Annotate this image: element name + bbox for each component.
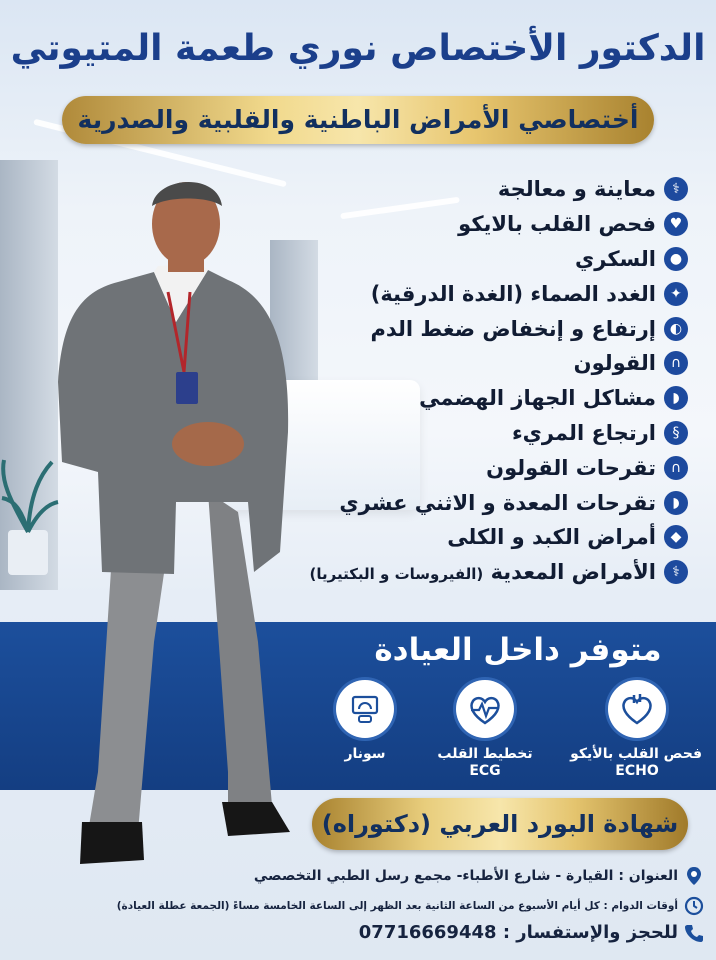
address-line <box>254 866 704 886</box>
feature-name: تخطيط القلب <box>437 746 533 762</box>
colon-icon: ∩ <box>664 456 688 480</box>
feature-label <box>320 746 410 763</box>
hours-text: أوقات الدوام : كل أيام الأسبوع من الساعة الثانية بعد الظهر إلى الساعة الخامسة مساءً (الجمعة عطلة العيادة) <box>116 900 678 912</box>
service-label: تقرحات المعدة و الاثني عشري <box>339 490 656 515</box>
service-item <box>288 381 688 416</box>
services-list <box>288 172 688 590</box>
service-item <box>288 311 688 346</box>
location-pin-icon <box>684 866 704 886</box>
stethoscope-icon: ⚕ <box>664 177 688 201</box>
service-item <box>288 346 688 381</box>
service-item <box>288 207 688 242</box>
service-item <box>288 520 688 555</box>
blood-pressure-icon: ◐ <box>664 317 688 341</box>
colon-icon: ∩ <box>664 351 688 375</box>
service-item <box>288 172 688 207</box>
feature-name: سونار <box>344 746 386 762</box>
stomach-icon: ◗ <box>664 386 688 410</box>
certificate-banner: شهادة البورد العربي (دكتوراه) <box>312 798 688 850</box>
esophagus-icon: § <box>664 421 688 445</box>
service-label: ارتجاع المريء <box>511 420 656 445</box>
feature-code: ECG <box>469 763 501 779</box>
service-label: الغدد الصماء (الغدة الدرقية) <box>370 281 656 306</box>
service-label: السكري <box>575 246 656 271</box>
service-label <box>310 560 657 584</box>
service-item <box>288 555 688 590</box>
service-label: تقرحات القولون <box>486 455 656 480</box>
phone-text[interactable]: للحجز والإستفسار : 07716669448 <box>358 922 678 943</box>
address-text: العنوان : القيارة - شارع الأطباء- مجمع رسل الطبي التخصصي <box>253 868 678 884</box>
ecg-heart-icon <box>456 680 514 738</box>
service-label-note: (الفيروسات و البكتيريا) <box>309 565 484 584</box>
specialty-banner: أختصاصي الأمراض الباطنية والقلبية والصدرية <box>62 96 654 144</box>
feature-label <box>572 746 702 780</box>
feature-sonar <box>320 680 410 763</box>
liver-icon: ◆ <box>664 525 688 549</box>
service-label: فحص القلب بالايكو <box>458 212 656 237</box>
service-label-main: الأمراض المعدية <box>490 560 656 585</box>
feature-code: ECHO <box>615 763 659 779</box>
phone-line <box>359 922 704 943</box>
feature-echo <box>572 680 702 780</box>
service-item <box>288 416 688 451</box>
service-item <box>288 276 688 311</box>
service-label: إرتفاع و إنخفاض ضغط الدم <box>370 316 656 341</box>
feature-ecg <box>430 680 540 780</box>
phone-icon <box>684 923 704 943</box>
ultrasound-icon <box>336 680 394 738</box>
service-item <box>288 485 688 520</box>
service-label: أمراض الكبد و الكلى <box>447 525 656 550</box>
service-label: مشاكل الجهاز الهضمي <box>419 386 656 411</box>
clock-icon <box>684 896 704 916</box>
hours-line <box>117 896 704 916</box>
doctor-photo <box>58 172 298 884</box>
drop-icon: ● <box>664 247 688 271</box>
service-item <box>288 450 688 485</box>
service-label: معاينة و معالجة <box>497 177 656 202</box>
clinic-equipment-title: متوفر داخل العيادة <box>374 632 662 668</box>
plant-decoration <box>0 440 60 580</box>
thyroid-icon: ✦ <box>664 282 688 306</box>
stomach-icon: ◗ <box>664 491 688 515</box>
page-title: الدكتور الأختصاص نوري طعمة المتيوتي <box>10 28 706 69</box>
service-item <box>288 242 688 277</box>
heart-anatomy-icon <box>608 680 666 738</box>
heart-icon: ♥ <box>664 212 688 236</box>
stethoscope-icon: ⚕ <box>664 560 688 584</box>
service-label: القولون <box>573 351 656 376</box>
feature-name: فحص القلب بالأيكو <box>570 746 702 762</box>
feature-label <box>430 746 540 780</box>
